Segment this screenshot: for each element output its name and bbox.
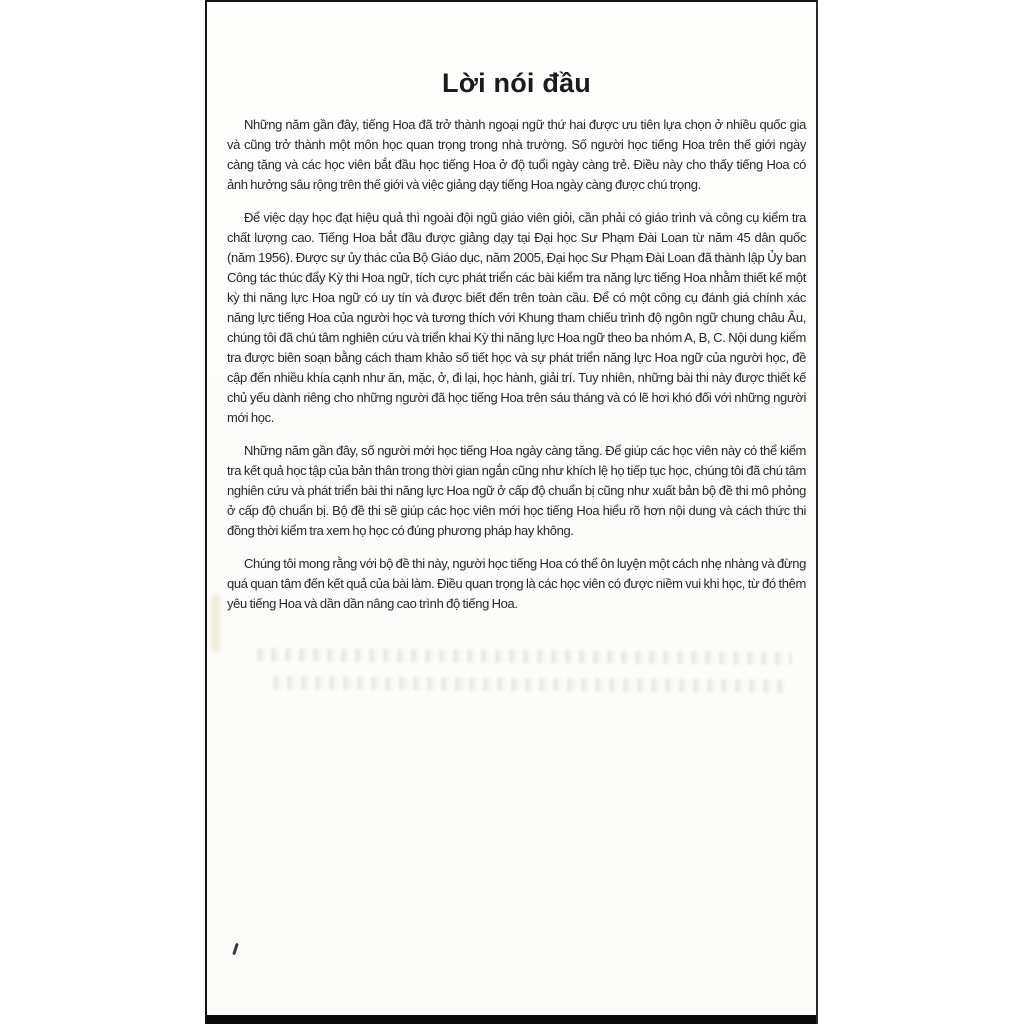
page-title: Lời nói đầu — [442, 68, 591, 98]
preface-paragraph-1: Những năm gần đây, tiếng Hoa đã trở thành ngoại ngữ thứ hai được ưu tiên lựa chọn ở nhiều quốc gia và cũng trở thành một môn học quan trọng trong nhà trường. Số người học tiếng Hoa trên thế giới ngày càng tăng và các học viên bắt đầu học tiếng Hoa ở độ tuổi ngày càng trẻ. Điều này cho thấy tiếng Hoa có ảnh hưởng sâu rộng trên thế giới và việc giảng dạy tiếng Hoa ngày càng được chú trọng. — [227, 117, 806, 192]
scanned-page — [205, 0, 818, 1024]
preface-paragraph-3: Những năm gần đây, số người mới học tiếng Hoa ngày càng tăng. Để giúp các học viên này có thể kiểm tra kết quả học tập của bản thân trong thời gian ngắn cũng như khích lệ họ tiếp tục học, chúng tôi đã chú tâm nghiên cứu và phát triển bài thi năng lực Hoa ngữ ở cấp độ chuẩn bị cũng như xuất bản bộ đề thi mô phỏng ở cấp độ chuẩn bị. Bộ đề thi sẽ giúp các học viên mới học tiếng Hoa hiểu rõ hơn nội dung và cách thức thi đồng thời kiểm tra xem họ học có đúng phương pháp hay không. — [227, 443, 806, 538]
bleedthrough-text-ghost-2 — [273, 676, 785, 693]
page-bottom-edge — [207, 1015, 816, 1024]
page-content — [207, 2, 816, 627]
ink-mark — [232, 943, 239, 955]
preface-paragraph-2: Để việc dạy học đạt hiệu quả thì ngoài đội ngũ giáo viên giỏi, cần phải có giáo trình và công cụ kiểm tra chất lượng cao. Tiếng Hoa bắt đầu được giảng dạy tại Đại học Sư Phạm Đài Loan từ năm 45 dân quốc (năm 1956). Được sự ủy thác của Bộ Giáo dục, năm 2005, Đại học Sư Phạm Đài Loan đã thành lập Ủy ban Công tác thúc đẩy Kỳ thi Hoa ngữ, tích cực phát triển các bài kiểm tra năng lực tiếng Hoa nhằm thiết kế một kỳ thi năng lực Hoa ngữ có uy tín và được biết đến trên toàn cầu. Để có một công cụ đánh giá chính xác năng lực tiếng Hoa của người học và tương thích với Khung tham chiếu trình độ ngôn ngữ chung châu Âu, chúng tôi đã chú tâm nghiên cứu và triển khai Kỳ thi năng lực Hoa ngữ theo ba nhóm A, B, C. Nội dung kiểm tra được biên soạn bằng cách tham khảo số tiết học và sự phát triển năng lực Hoa ngữ của người học, đề cập đến nhiều khía cạnh như ăn, mặc, ở, đi lại, học hành, giải trí. Tuy nhiên, những bài thi này được thiết kế chủ yếu dành riêng cho những người đã học tiếng Hoa trên sáu tháng và có lẽ hơi khó đối với những người mới học. — [227, 210, 806, 425]
page-smudge — [211, 594, 220, 652]
bleedthrough-text-ghost-1 — [257, 648, 792, 665]
preface-paragraph-4: Chúng tôi mong rằng với bộ đề thi này, người học tiếng Hoa có thể ôn luyện một cách nhẹ nhàng và đừng quá quan tâm đến kết quả của bài làm. Điều quan trọng là các học viên có được niềm vui khi học, từ đó thêm yêu tiếng Hoa và dần dần nâng cao trình độ tiếng Hoa. — [227, 556, 806, 611]
